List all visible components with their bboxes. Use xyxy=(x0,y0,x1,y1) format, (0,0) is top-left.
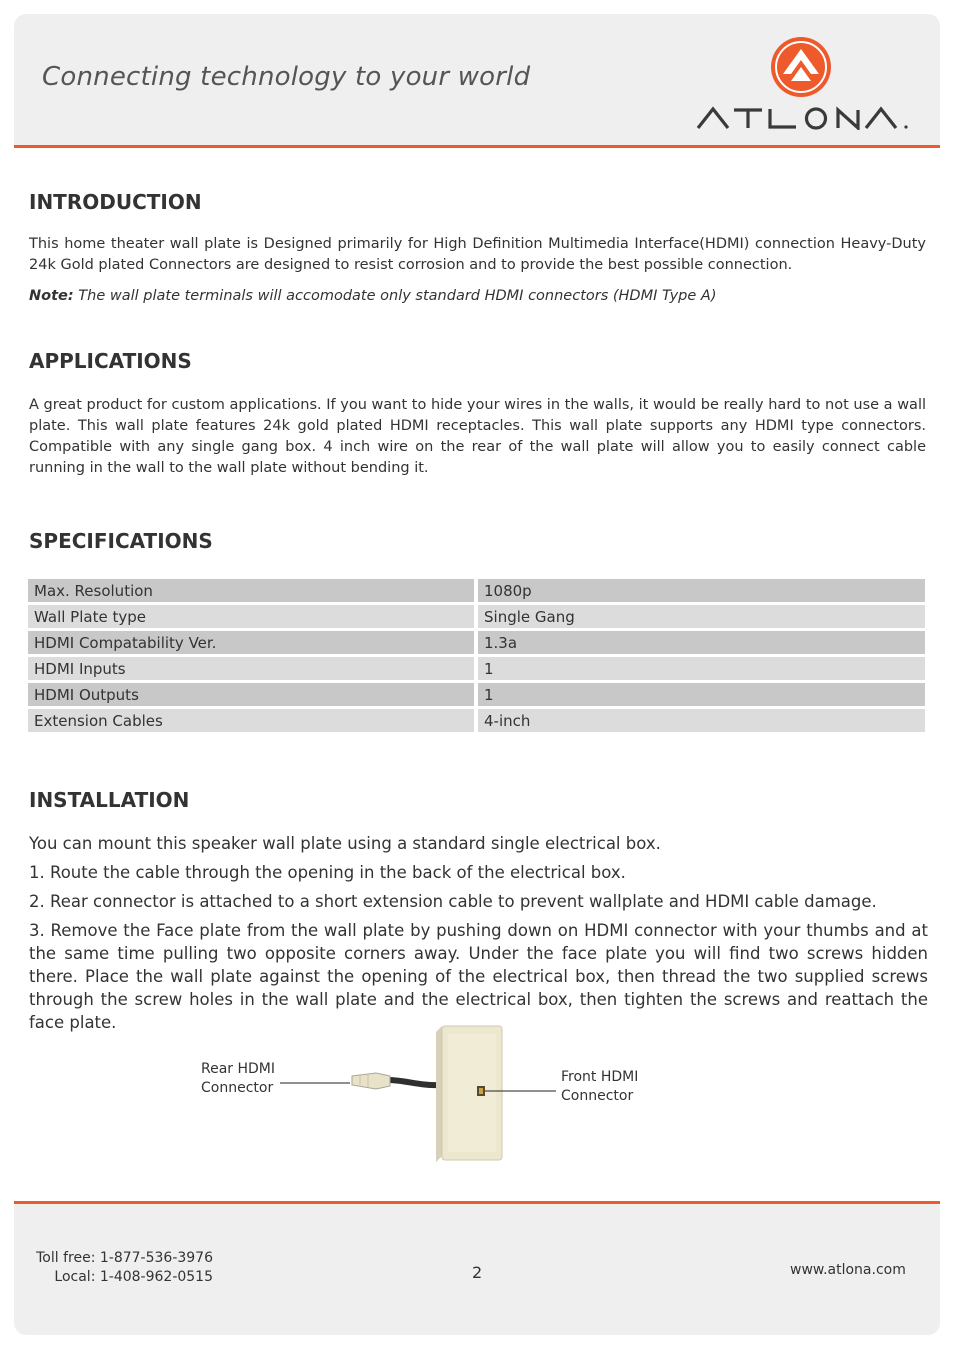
table-row xyxy=(28,631,925,654)
front-connector-label xyxy=(561,1068,638,1106)
spec-label: Extension Cables xyxy=(28,709,478,732)
header-tagline: Connecting technology to your world xyxy=(42,62,531,92)
atlona-wordmark xyxy=(696,106,912,130)
introduction-note xyxy=(29,286,926,307)
table-row xyxy=(28,605,925,628)
local-number: Local: 1-408-962-0515 xyxy=(54,1269,213,1285)
note-text: The wall plate terminals will accomodate only standard HDMI connectors (HDMI Type A) xyxy=(73,288,717,304)
spec-value: 1.3a xyxy=(478,631,925,654)
spec-value: Single Gang xyxy=(478,605,925,628)
rear-connector-label xyxy=(201,1060,275,1098)
footer-contact xyxy=(35,1249,213,1287)
spec-label: HDMI Inputs xyxy=(28,657,478,680)
header-accent-rule xyxy=(14,145,940,148)
installation-step-1: 1. Route the cable through the opening in the back of the electrical box. xyxy=(29,863,626,882)
rear-label-line1: Rear HDMI xyxy=(201,1061,276,1077)
installation-intro: You can mount this speaker wall plate using a standard single electrical box. xyxy=(29,834,661,853)
front-label-line2: Connector xyxy=(561,1088,634,1104)
spec-label: HDMI Outputs xyxy=(28,683,478,706)
introduction-heading: INTRODUCTION xyxy=(29,190,202,214)
spec-value: 1080p xyxy=(478,579,925,602)
introduction-body: This home theater wall plate is Designed primarily for High Definition Multimedia Interface(HDMI) connection Heavy-Duty 24k Gold plated Connectors are designed to resist corrosion and to provide the best possible connection. xyxy=(29,236,926,273)
spec-label: HDMI Compatability Ver. xyxy=(28,631,478,654)
page-number: 2 xyxy=(472,1263,483,1282)
spec-value: 1 xyxy=(478,657,925,680)
installation-step-2: 2. Rear connector is attached to a short extension cable to prevent wallplate and HDMI cable damage. xyxy=(29,892,877,911)
table-row xyxy=(28,683,925,706)
installation-step-3: 3. Remove the Face plate from the wall plate by pushing down on HDMI connector with your thumbs and at the same time pulling two opposite corners away. Under the face plate you will find two screws hidden there. Place the wall plate against the opening of the electrical box, then thread the two supplied screws through the screw holes in the wall plate and the electrical box, then tighten the screws and reattach the face plate. xyxy=(29,921,928,1032)
spec-value: 1 xyxy=(478,683,925,706)
specifications-heading: SPECIFICATIONS xyxy=(29,529,213,553)
spec-label: Max. Resolution xyxy=(28,579,478,602)
applications-body: A great product for custom applications. If you want to hide your wires in the walls, it would be really hard to not use a wall plate. This wall plate features 24k gold plated HDMI receptacles. This wall plate supports any HDMI type connectors. Compatible with any single gang box. 4 inch wire on the rear of the wall plate will allow you to easily connect cable running in the wall to the wall plate without bending it. xyxy=(29,397,926,476)
spec-label: Wall Plate type xyxy=(28,605,478,628)
spec-value: 4-inch xyxy=(478,709,925,732)
atlona-logo-icon xyxy=(770,36,832,98)
installation-heading: INSTALLATION xyxy=(29,788,190,812)
table-row xyxy=(28,657,925,680)
rear-label-line2: Connector xyxy=(201,1080,274,1096)
specifications-table xyxy=(28,576,925,735)
wall-plate-illustration xyxy=(280,1022,560,1164)
website-link[interactable]: www.atlona.com xyxy=(790,1262,906,1278)
note-label: Note: xyxy=(29,288,74,304)
table-row xyxy=(28,709,925,732)
toll-free-number: Toll free: 1-877-536-3976 xyxy=(36,1250,213,1266)
table-row xyxy=(28,579,925,602)
front-label-line1: Front HDMI xyxy=(561,1069,639,1085)
applications-heading: APPLICATIONS xyxy=(29,349,192,373)
